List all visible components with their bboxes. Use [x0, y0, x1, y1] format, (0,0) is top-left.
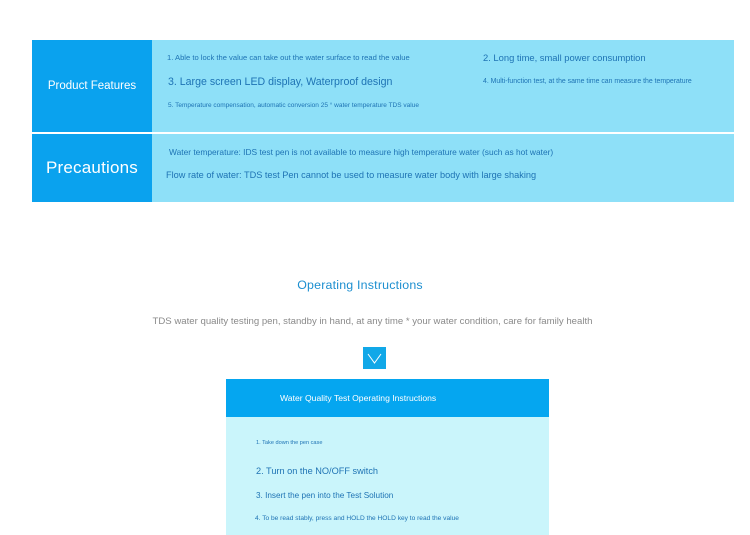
instructions-card [226, 379, 549, 535]
product-features-label: Product Features [32, 40, 152, 132]
feature-item: 5. Temperature compensation, automatic conversion 25 ° water temperature TDS value [168, 102, 419, 109]
precautions-label: Precautions [32, 134, 152, 202]
feature-item: 2. Long time, small power consumption [483, 52, 646, 63]
chevron-down-icon [367, 353, 382, 364]
feature-item: 4. Multi-function test, at the same time can measure the temperature [483, 78, 692, 85]
precaution-item: Water temperature: IDS test pen is not available to measure high temperature water (such as hot water) [169, 147, 554, 157]
feature-item: 3. Large screen LED display, Waterproof design [168, 76, 393, 88]
card-header [226, 379, 549, 417]
instruction-step: 4. To be read stably, press and HOLD the HOLD key to read the value [255, 515, 459, 522]
product-features-list [152, 40, 734, 132]
spec-table [32, 40, 734, 202]
expand-toggle[interactable] [363, 347, 386, 369]
instruction-step: 3. Insert the pen into the Test Solution [256, 491, 394, 500]
precaution-item: Flow rate of water: TDS test Pen cannot be used to measure water body with large shaking [166, 170, 537, 180]
instruction-step: 2. Turn on the NO/OFF switch [256, 466, 379, 476]
product-features-row [32, 40, 734, 132]
card-title: Water Quality Test Operating Instructions [280, 393, 437, 403]
feature-item: 1. Able to lock the value can take out the water surface to read the value [167, 53, 410, 62]
precautions-list [152, 134, 734, 202]
precautions-row [32, 134, 734, 202]
section-title: Operating Instructions [297, 278, 423, 292]
instruction-step: 1. Take down the pen case [256, 440, 323, 446]
section-subtitle: TDS water quality testing pen, standby in hand, at any time * your water condition, care for family health [152, 316, 593, 327]
